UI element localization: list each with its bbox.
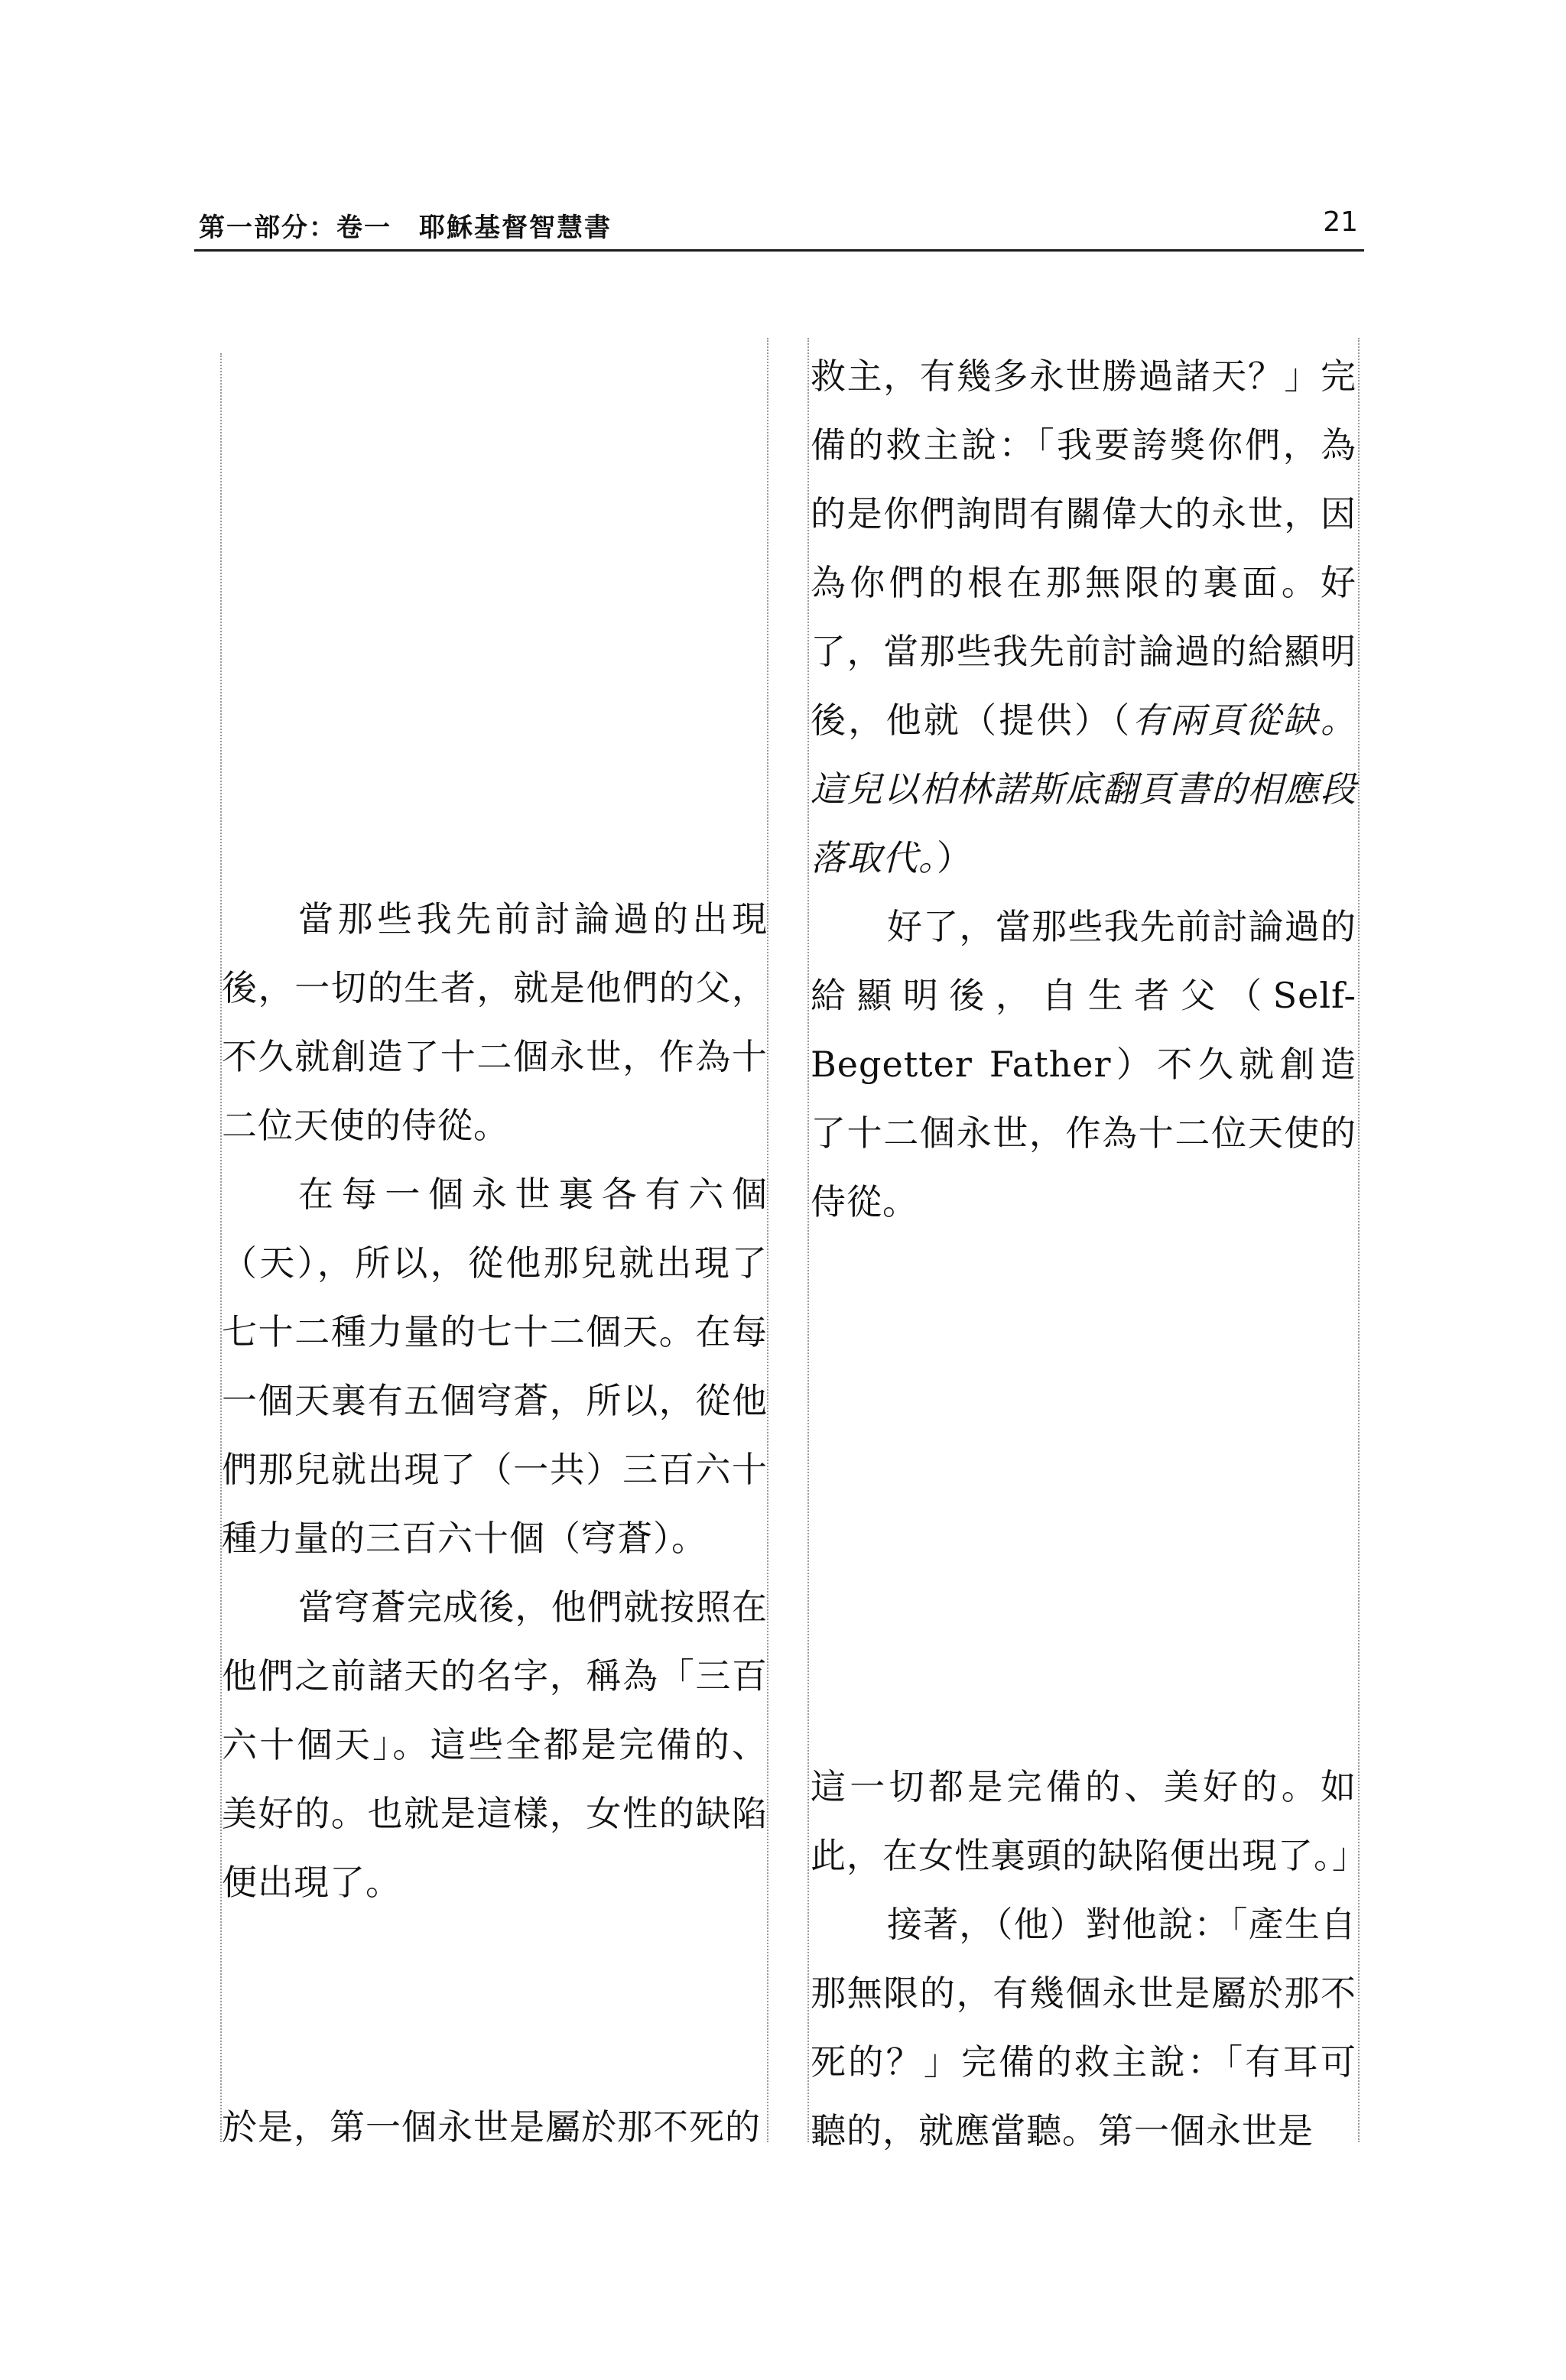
editorial-note: 有兩頁從缺。這兒以柏林諾斯底翻頁書的相應段落取代。 xyxy=(811,700,1357,878)
left-paragraph-2: 在每一個永世裏各有六個（天），所以，從他那兒就出現了七十二種力量的七十二個天。在每一個天裏有五個穹蒼，所以，從他們那兒就出現了（一共）三百六十種力量的三百六十個（穹蒼）。 xyxy=(222,1174,768,1559)
right-column-block-2 xyxy=(811,1752,1368,2165)
left-paragraph-1: 當那些我先前討論過的出現後，一切的生者，就是他們的父，不久就創造了十二個永世，作為十二位天使的侍從。 xyxy=(222,898,768,1146)
page-number: 21 xyxy=(1323,206,1358,238)
right-paragraph-4: 接著，（他）對他說：「產生自那無限的，有幾個永世是屬於那不死的？」完備的救主說：「有耳可聽的，就應當聽。第一個永世是 xyxy=(811,1904,1356,2151)
running-header xyxy=(194,200,1364,252)
right-paragraph-1-end: ） xyxy=(937,837,973,878)
left-paragraph-3: 當穹蒼完成後，他們就按照在他們之前諸天的名字，稱為「三百六十個天」。這些全都是完備的、美好的。也就是這樣，女性的缺陷便出現了。 xyxy=(222,1586,768,1903)
running-title: 第一部分：卷一 耶穌基督智慧書 xyxy=(199,213,612,243)
right-paragraph-1-text: 救主，有幾多永世勝過諸天？」完備的救主說：「我要誇獎你們，為的是你們詢問有關偉大的永世，因為你們的根在那無限的裏面。好了，當那些我先前討論過的給顯明後，他就（提供）（ xyxy=(811,356,1356,741)
left-column-block-1 xyxy=(222,885,768,1917)
right-paragraph-3: 這一切都是完備的、美好的。如此，在女性裏頭的缺陷便出現了。」 xyxy=(811,1766,1368,1876)
right-column-block-1 xyxy=(811,342,1356,1236)
right-paragraph-1 xyxy=(811,342,1356,892)
left-column-block-2 xyxy=(222,2093,768,2161)
right-paragraph-2: 好了，當那些我先前討論過的給顯明後，自生者父（Self-Begetter Father）不久就創造了十二個永世，作為十二位天使的侍從。 xyxy=(811,906,1356,1222)
left-paragraph-4: 於是，第一個永世是屬於那不死的 xyxy=(222,2106,761,2148)
column-rule-center-b xyxy=(807,338,809,2142)
